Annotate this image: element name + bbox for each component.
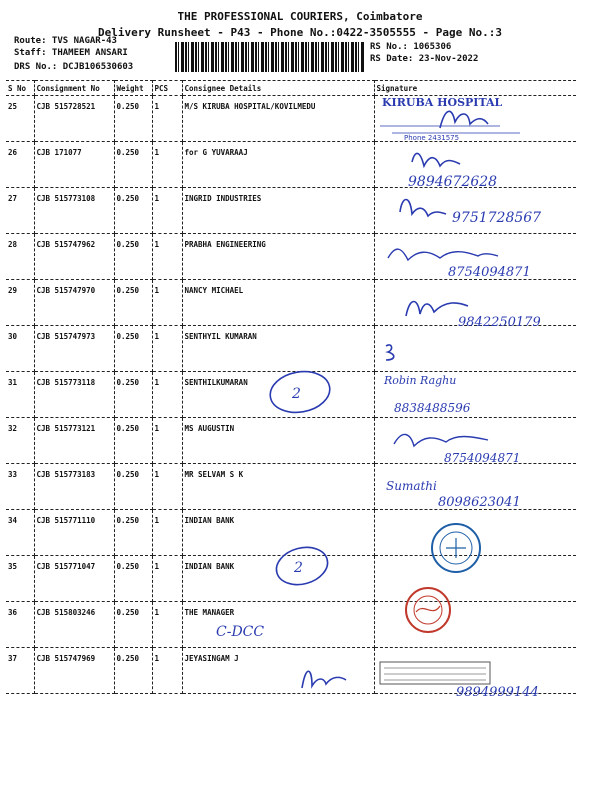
stamp-name: KIRUBA HOSPITAL bbox=[382, 96, 503, 109]
weight-cell: 0.250 bbox=[114, 372, 152, 418]
sno-cell: 31 bbox=[6, 372, 34, 418]
table-row bbox=[6, 602, 576, 648]
consignee-cell: JEYASINGAM J bbox=[182, 648, 374, 694]
consignee-cell: SENTHYIL KUMARAN bbox=[182, 326, 374, 372]
name-31: Robin Raghu bbox=[384, 374, 457, 387]
pcs-cell: 1 bbox=[152, 96, 182, 142]
table-row bbox=[6, 418, 576, 464]
consignee-cell: NANCY MICHAEL bbox=[182, 280, 374, 326]
table-row bbox=[6, 96, 576, 142]
runsheet-table bbox=[6, 80, 576, 694]
signature-cell bbox=[374, 234, 576, 280]
consignee-cell: INDIAN BANK bbox=[182, 510, 374, 556]
route-label: Route: TVS NAGAR-43 bbox=[14, 36, 117, 46]
signature-cell bbox=[374, 142, 576, 188]
mark-35: 2 bbox=[294, 560, 303, 576]
table-row bbox=[6, 464, 576, 510]
consignee-cell: SENTHILKUMARAN bbox=[182, 372, 374, 418]
signature-cell bbox=[374, 602, 576, 648]
consignee-cell: INGRID INDUSTRIES bbox=[182, 188, 374, 234]
drs-number: DRS No.: DCJB106530603 bbox=[14, 62, 134, 72]
table-header-row bbox=[6, 81, 576, 96]
consignment-cell: CJB 515773108 bbox=[34, 188, 114, 234]
sno-cell: 36 bbox=[6, 602, 34, 648]
consignee-cell: for G YUVARAAJ bbox=[182, 142, 374, 188]
sno-cell: 33 bbox=[6, 464, 34, 510]
phone-32: 8754094871 bbox=[444, 451, 521, 465]
signature-cell bbox=[374, 280, 576, 326]
weight-cell: 0.250 bbox=[114, 234, 152, 280]
name-33: Sumathi bbox=[386, 479, 437, 493]
sno-cell: 27 bbox=[6, 188, 34, 234]
col-weight: Weight bbox=[114, 81, 152, 96]
phone-33: 8098623041 bbox=[438, 495, 521, 510]
signature-cell bbox=[374, 326, 576, 372]
table-row bbox=[6, 280, 576, 326]
sno-cell: 32 bbox=[6, 418, 34, 464]
consignment-cell: CJB 515747970 bbox=[34, 280, 114, 326]
weight-cell: 0.250 bbox=[114, 326, 152, 372]
rs-number: RS No.: 1065306 bbox=[370, 42, 452, 52]
phone-26: 9894672628 bbox=[408, 174, 498, 190]
sno-cell: 34 bbox=[6, 510, 34, 556]
pcs-cell: 1 bbox=[152, 188, 182, 234]
stamp-phone: Phone 2431575 bbox=[404, 134, 460, 142]
signature-cell bbox=[374, 464, 576, 510]
staff-label: Staff: THAMEEM ANSARI bbox=[14, 48, 128, 58]
pcs-cell: 1 bbox=[152, 142, 182, 188]
pcs-cell: 1 bbox=[152, 602, 182, 648]
phone-28: 8754094871 bbox=[448, 265, 531, 280]
consignment-cell: CJB 515773183 bbox=[34, 464, 114, 510]
consignee-cell: PRABHA ENGINEERING bbox=[182, 234, 374, 280]
col-consignee: Consignee Details bbox=[182, 81, 374, 96]
mark-31: 2 bbox=[292, 386, 301, 402]
pcs-cell: 1 bbox=[152, 510, 182, 556]
signature-cell bbox=[374, 648, 576, 694]
pcs-cell: 1 bbox=[152, 556, 182, 602]
consignee-cell: INDIAN BANK bbox=[182, 556, 374, 602]
table-row bbox=[6, 142, 576, 188]
runsheet-subtitle: Delivery Runsheet - P43 - Phone No.:0422-3505555 - Page No.:3 bbox=[98, 26, 502, 39]
consignment-cell: CJB 171077 bbox=[34, 142, 114, 188]
consignment-cell: CJB 515773121 bbox=[34, 418, 114, 464]
col-sno: S No bbox=[6, 81, 34, 96]
table-row bbox=[6, 556, 576, 602]
pcs-cell: 1 bbox=[152, 464, 182, 510]
consignment-cell: CJB 515771110 bbox=[34, 510, 114, 556]
signature-cell bbox=[374, 418, 576, 464]
pcs-cell: 1 bbox=[152, 326, 182, 372]
weight-cell: 0.250 bbox=[114, 602, 152, 648]
table-row bbox=[6, 326, 576, 372]
consignee-cell: MS AUGUSTIN bbox=[182, 418, 374, 464]
barcode bbox=[175, 42, 365, 72]
pcs-cell: 1 bbox=[152, 648, 182, 694]
sno-cell: 29 bbox=[6, 280, 34, 326]
table-row bbox=[6, 188, 576, 234]
document-title: THE PROFESSIONAL COURIERS, Coimbatore bbox=[177, 10, 423, 23]
weight-cell: 0.250 bbox=[114, 464, 152, 510]
table-row bbox=[6, 234, 576, 280]
consignment-cell: CJB 515728521 bbox=[34, 96, 114, 142]
consignment-cell: CJB 515803246 bbox=[34, 602, 114, 648]
weight-cell: 0.250 bbox=[114, 96, 152, 142]
consignee-cell: THE MANAGER bbox=[182, 602, 374, 648]
consignment-cell: CJB 515771047 bbox=[34, 556, 114, 602]
consignment-cell: CJB 515773118 bbox=[34, 372, 114, 418]
weight-cell: 0.250 bbox=[114, 142, 152, 188]
weight-cell: 0.250 bbox=[114, 648, 152, 694]
signature-cell bbox=[374, 96, 576, 142]
phone-29: 9842250179 bbox=[458, 315, 541, 330]
sno-cell: 26 bbox=[6, 142, 34, 188]
consignment-cell: CJB 515747973 bbox=[34, 326, 114, 372]
sno-cell: 28 bbox=[6, 234, 34, 280]
pcs-cell: 1 bbox=[152, 418, 182, 464]
col-consignment: Consignment No bbox=[34, 81, 114, 96]
consignment-cell: CJB 515747962 bbox=[34, 234, 114, 280]
table-row bbox=[6, 510, 576, 556]
phone-27: 9751728567 bbox=[452, 210, 542, 226]
signature-cell bbox=[374, 188, 576, 234]
sno-cell: 25 bbox=[6, 96, 34, 142]
weight-cell: 0.250 bbox=[114, 510, 152, 556]
signature-cell bbox=[374, 372, 576, 418]
weight-cell: 0.250 bbox=[114, 188, 152, 234]
col-pcs: PCS bbox=[152, 81, 182, 96]
col-signature: Signature bbox=[374, 81, 576, 96]
note-36: C-DCC bbox=[216, 624, 265, 640]
sno-cell: 35 bbox=[6, 556, 34, 602]
consignee-cell: MR SELVAM S K bbox=[182, 464, 374, 510]
signature-cell bbox=[374, 510, 576, 556]
table-row bbox=[6, 372, 576, 418]
pcs-cell: 1 bbox=[152, 280, 182, 326]
sno-cell: 30 bbox=[6, 326, 34, 372]
weight-cell: 0.250 bbox=[114, 418, 152, 464]
pcs-cell: 1 bbox=[152, 372, 182, 418]
phone-37: 9894999144 bbox=[456, 685, 539, 700]
weight-cell: 0.250 bbox=[114, 556, 152, 602]
consignee-cell: M/S KIRUBA HOSPITAL/KOVILMEDU bbox=[182, 96, 374, 142]
sno-cell: 37 bbox=[6, 648, 34, 694]
consignment-cell: CJB 515747969 bbox=[34, 648, 114, 694]
rs-date: RS Date: 23-Nov-2022 bbox=[370, 54, 479, 64]
pcs-cell: 1 bbox=[152, 234, 182, 280]
phone-31: 8838488596 bbox=[394, 401, 471, 415]
signature-cell bbox=[374, 556, 576, 602]
weight-cell: 0.250 bbox=[114, 280, 152, 326]
table-row bbox=[6, 648, 576, 694]
